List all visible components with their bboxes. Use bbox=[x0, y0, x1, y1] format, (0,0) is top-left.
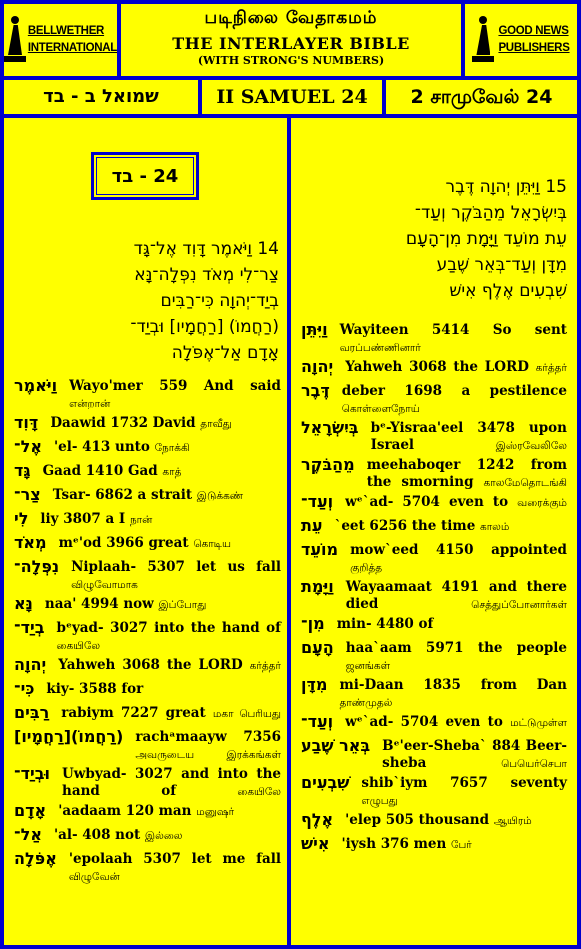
english-gloss: kiy- 3588 for bbox=[46, 681, 144, 697]
english-gloss: deber 1698 a pestilence bbox=[341, 383, 567, 399]
tamil-gloss: மகா பெரியது bbox=[212, 708, 281, 720]
word-gloss bbox=[345, 492, 567, 512]
tamil-gloss: குறித்த bbox=[350, 562, 383, 574]
english-gloss: mi-Daan 1835 from Dan bbox=[339, 677, 567, 693]
word-entry bbox=[14, 376, 281, 413]
word-gloss bbox=[340, 320, 567, 357]
verse-line: עֵת מוֹעֵד וַיָּמָת מִן־הָעָם bbox=[405, 229, 567, 249]
english-gloss: meehaboqer 1242 from the smorning bbox=[366, 457, 567, 490]
word-entry bbox=[14, 849, 281, 886]
word-gloss bbox=[345, 712, 567, 732]
chapter-badge: 24 - בד bbox=[91, 152, 199, 200]
english-gloss: min- 4480 of bbox=[336, 616, 434, 632]
hebrew-word: מְאֹד bbox=[14, 533, 47, 552]
bellwether-logo-text: BELLWETHER INTERNATIONAL bbox=[27, 25, 117, 54]
word-entry bbox=[301, 381, 567, 418]
english-gloss: 'aadaam 120 man bbox=[58, 803, 192, 819]
word-gloss bbox=[339, 675, 567, 712]
english-gloss: shib`iym 7657 seventy bbox=[361, 775, 567, 791]
word-gloss bbox=[346, 638, 567, 675]
tamil-gloss: காலம் bbox=[479, 521, 510, 533]
hebrew-word: וְעַד־ bbox=[301, 712, 334, 731]
english-gloss: 'epolaah 5307 let me fall bbox=[68, 851, 281, 867]
tamil-gloss: கர்த்தர் bbox=[249, 660, 281, 672]
word-gloss bbox=[335, 516, 567, 536]
hebrew-word: בְּאֵר שֶׁבַע bbox=[301, 736, 371, 755]
word-gloss bbox=[43, 461, 281, 481]
hebrew-word: וְעַד־ bbox=[301, 492, 334, 511]
word-gloss bbox=[58, 801, 281, 821]
english-gloss: liy 3807 a I bbox=[40, 511, 126, 527]
hebrew-word: מִדָּן bbox=[301, 675, 328, 694]
word-entry bbox=[301, 736, 567, 773]
tamil-gloss: தாண்முதல் bbox=[339, 697, 393, 709]
hebrew-word: שִׁבְעִים bbox=[301, 773, 350, 792]
word-entry bbox=[301, 614, 567, 638]
verse-line: בְּיִשְׂרָאֵל מֵהַבֹּקֶר וְעַד־ bbox=[414, 203, 567, 223]
english-gloss: 'iysh 376 men bbox=[341, 836, 447, 852]
tamil-gloss: பெயெர்செபா bbox=[501, 758, 567, 770]
word-gloss bbox=[46, 679, 281, 698]
word-gloss bbox=[62, 764, 281, 801]
bellwether-logo bbox=[4, 4, 117, 76]
subtitle: (WITH STRONG'S NUMBERS) bbox=[197, 54, 385, 67]
tamil-gloss: இல்லை bbox=[144, 830, 183, 842]
hebrew-word: וַיָּמָת bbox=[301, 577, 334, 596]
word-entry bbox=[14, 679, 281, 703]
verse-14-text bbox=[14, 236, 279, 366]
word-entry bbox=[301, 577, 567, 614]
tamil-gloss: கையிலே bbox=[237, 786, 281, 798]
tamil-gloss: மனுஷர் bbox=[196, 806, 235, 818]
hebrew-word: צַר־ bbox=[14, 485, 41, 504]
tamil-gloss: அவருடைய இரக்கங்கள் bbox=[135, 749, 281, 761]
word-gloss bbox=[337, 614, 567, 633]
hebrew-word: בְיַד־ bbox=[14, 618, 45, 637]
word-entry bbox=[14, 594, 281, 618]
word-entry bbox=[301, 455, 567, 492]
hebrew-word: דֶּבֶר bbox=[301, 381, 330, 400]
tamil-gloss: இஸ்ரவேலிலே bbox=[495, 440, 567, 452]
word-gloss bbox=[69, 849, 281, 886]
word-entry bbox=[14, 437, 281, 461]
word-gloss bbox=[135, 727, 281, 764]
verse-line: 15 וַיִּתֵּן יְהוָה דֶּבֶר bbox=[445, 177, 567, 197]
word-entry bbox=[14, 703, 281, 727]
verse-14-column bbox=[4, 118, 287, 945]
english-gloss: haa`aam 5971 the people bbox=[345, 640, 567, 656]
english-gloss: Wayo'mer 559 And said bbox=[69, 378, 281, 394]
word-entry bbox=[301, 320, 567, 357]
verse-line: צַר־לִי מְאֹד נִפְּלָה־נָּא bbox=[134, 265, 279, 285]
english-gloss: Yahweh 3068 the LORD bbox=[58, 657, 243, 673]
word-entry bbox=[301, 810, 567, 834]
tamil-gloss: என்றான் bbox=[69, 398, 111, 410]
english-gloss: mᵉ'od 3966 great bbox=[58, 535, 189, 551]
tamil-gloss: வரப்பண்ணினார் bbox=[339, 342, 421, 354]
tamil-gloss: வரைக்கும் bbox=[517, 497, 567, 509]
tamil-gloss: காத் bbox=[162, 466, 182, 478]
word-entry bbox=[301, 492, 567, 516]
english-gloss: Uwbyad- 3027 and into the hand of bbox=[62, 766, 281, 799]
word-entry bbox=[14, 727, 281, 764]
word-gloss bbox=[367, 455, 567, 492]
word-gloss bbox=[350, 540, 567, 577]
word-entry bbox=[301, 834, 567, 858]
english-gloss: wᵉ`ad- 5704 even to bbox=[345, 714, 503, 730]
tamil-gloss: எழுபது bbox=[361, 795, 398, 807]
tamil-gloss: விழுவேன் bbox=[68, 871, 120, 883]
hebrew-word: בְּיִשְׂרָאֵל bbox=[301, 418, 359, 437]
good-news-logo bbox=[465, 4, 577, 76]
english-book-label: II SAMUEL 24 bbox=[202, 80, 382, 114]
hebrew-word: דָּוִד bbox=[14, 413, 39, 432]
word-gloss bbox=[50, 413, 281, 433]
english-gloss: Wayaamaat 4191 and there died bbox=[345, 579, 567, 612]
english-gloss: 'elep 505 thousand bbox=[345, 812, 490, 828]
word-gloss bbox=[59, 533, 281, 553]
word-gloss bbox=[58, 655, 281, 675]
word-entry bbox=[14, 557, 281, 594]
verse-15-word-list bbox=[301, 320, 567, 858]
hebrew-word: יְהוָה bbox=[301, 357, 334, 376]
hebrew-word: מוֹעֵד bbox=[301, 540, 339, 559]
hebrew-word: אִישׁ bbox=[301, 834, 330, 853]
word-gloss bbox=[346, 577, 567, 614]
word-gloss bbox=[361, 773, 567, 810]
english-gloss: rachᵃmaayw 7356 bbox=[135, 729, 281, 745]
word-entry bbox=[14, 509, 281, 533]
english-gloss: naa' 4994 now bbox=[44, 596, 154, 612]
word-entry bbox=[14, 461, 281, 485]
hebrew-word: אֶלֶף bbox=[301, 810, 334, 829]
hebrew-word: הָעָם bbox=[301, 638, 334, 657]
verse-14-word-list bbox=[14, 376, 281, 886]
english-gloss: wᵉ`ad- 5704 even to bbox=[345, 494, 509, 510]
title-block bbox=[121, 4, 461, 76]
tamil-gloss: ஆயிரம் bbox=[493, 815, 532, 827]
hebrew-word: רַבִּים bbox=[14, 703, 50, 722]
word-entry bbox=[14, 533, 281, 557]
hebrew-word: וּבְיַד־ bbox=[14, 764, 51, 783]
word-entry bbox=[301, 638, 567, 675]
tamil-gloss: ஜனங்கள் bbox=[345, 660, 391, 672]
word-gloss bbox=[53, 485, 281, 505]
word-gloss bbox=[342, 834, 568, 854]
tamil-gloss: இடுக்கண் bbox=[196, 490, 244, 502]
hebrew-word: גָּד bbox=[14, 461, 31, 480]
word-gloss bbox=[71, 557, 281, 594]
word-gloss bbox=[69, 376, 281, 413]
word-gloss bbox=[40, 509, 281, 529]
verse-line: שִׁבְעִים אֶלֶף אִישׁ bbox=[449, 281, 567, 301]
tamil-gloss: நான் bbox=[129, 514, 153, 526]
hebrew-word: אַל־ bbox=[14, 825, 42, 844]
tamil-gloss: கையிலே bbox=[56, 640, 101, 652]
english-gloss: rabiym 7227 great bbox=[61, 705, 206, 721]
tamil-gloss: விழுவோமாக bbox=[71, 579, 138, 591]
word-gloss bbox=[345, 810, 567, 830]
word-gloss bbox=[45, 594, 281, 614]
hebrew-word: לִי bbox=[14, 509, 29, 528]
tamil-gloss: தாவீது bbox=[200, 418, 232, 430]
hebrew-word: נָּא bbox=[14, 594, 33, 613]
hebrew-word: כִּי־ bbox=[14, 679, 35, 698]
hebrew-word: (רַחֲמוֹ)[רַחֲמָיו] bbox=[14, 727, 124, 746]
english-gloss: bᵉyad- 3027 into the hand of bbox=[56, 620, 281, 636]
english-gloss: `eet 6256 the time bbox=[334, 518, 476, 534]
word-entry bbox=[14, 764, 281, 801]
word-entry bbox=[301, 675, 567, 712]
word-entry bbox=[14, 413, 281, 437]
word-entry bbox=[14, 485, 281, 509]
verse-line: מִדָּן וְעַד־בְּאֵר שֶׁבַע bbox=[436, 255, 567, 275]
english-gloss: Wayiteen 5414 So sent bbox=[339, 322, 567, 338]
english-gloss: Niplaah- 5307 let us fall bbox=[71, 559, 281, 575]
hebrew-word: יְהוָה bbox=[14, 655, 47, 674]
hebrew-word: וַיִּתֵּן bbox=[301, 320, 328, 339]
word-entry bbox=[301, 540, 567, 577]
word-entry bbox=[301, 712, 567, 736]
tamil-gloss: காலமேதொடங்கி bbox=[483, 477, 568, 489]
word-entry bbox=[14, 801, 281, 825]
word-entry bbox=[301, 516, 567, 540]
hebrew-word: מִן־ bbox=[301, 614, 325, 633]
good-news-logo-text: GOOD NEWS PUBLISHERS bbox=[498, 25, 570, 54]
tamil-gloss: கொள்ளைநோய் bbox=[341, 403, 420, 415]
english-gloss: 'al- 408 not bbox=[53, 827, 141, 843]
tamil-gloss: செத்துப்போனார்கள் bbox=[471, 599, 567, 611]
tamil-title: படிநிலை வேதாகமம் bbox=[204, 8, 378, 28]
verse-line: אָדָם אַל־אֶפֹּלָה bbox=[171, 343, 279, 363]
hebrew-word: מֵהַבֹּקֶר bbox=[301, 455, 355, 474]
word-gloss bbox=[371, 418, 567, 455]
tamil-gloss: கர்த்தர் bbox=[535, 362, 567, 374]
verse-line: בְיַד־יְהוָה כִּי־רַבִּים bbox=[160, 291, 279, 311]
tamil-gloss: கொடிய bbox=[193, 538, 232, 550]
word-entry bbox=[301, 773, 567, 810]
tamil-gloss: நோக்கி bbox=[154, 442, 190, 454]
tamil-gloss: பேர் bbox=[451, 839, 472, 851]
verse-15-text bbox=[301, 174, 567, 304]
english-gloss: Bᵉ'eer-Sheba` 884 Beer-sheba bbox=[382, 738, 567, 771]
word-entry bbox=[14, 618, 281, 655]
word-gloss bbox=[61, 703, 281, 723]
trumpet-figure-icon bbox=[472, 16, 494, 64]
verse-line: 14 וַיֹּאמֶר דָּוִד אֶל־גָּד bbox=[133, 239, 279, 259]
tamil-gloss: மட்டுமுள்ள bbox=[510, 717, 567, 729]
word-entry bbox=[301, 418, 567, 455]
verse-15-column bbox=[291, 118, 577, 945]
hebrew-word: אֶל־ bbox=[14, 437, 42, 456]
word-gloss bbox=[54, 825, 281, 845]
english-gloss: bᵉ-Yisraa'eel 3478 upon Israel bbox=[370, 420, 567, 453]
tamil-book-label: 2 சாமுவேல் 24 bbox=[386, 80, 577, 114]
word-gloss bbox=[342, 381, 567, 418]
hebrew-word: נִפְּלָה־ bbox=[14, 557, 60, 576]
hebrew-word: עֵת bbox=[301, 516, 323, 535]
word-gloss bbox=[382, 736, 567, 773]
word-gloss bbox=[57, 618, 281, 655]
word-entry bbox=[14, 825, 281, 849]
english-gloss: Tsar- 6862 a strait bbox=[52, 487, 193, 503]
word-entry bbox=[301, 357, 567, 381]
english-gloss: mow`eed 4150 appointed bbox=[350, 542, 567, 558]
word-gloss bbox=[345, 357, 567, 377]
word-entry bbox=[14, 655, 281, 679]
english-gloss: Gaad 1410 Gad bbox=[42, 463, 158, 479]
english-gloss: Daawid 1732 David bbox=[50, 415, 196, 431]
hebrew-word: אֶפֹּלָה bbox=[14, 849, 57, 868]
ram-statue-icon bbox=[4, 16, 24, 64]
word-gloss bbox=[54, 437, 281, 457]
verse-line: (רַחֲמוֹ) [רַחֲמָיו] וּבְיַד־ bbox=[130, 317, 279, 337]
english-gloss: 'el- 413 unto bbox=[53, 439, 150, 455]
hebrew-word: וַיֹּאמֶר bbox=[14, 376, 58, 395]
tamil-gloss: இப்போது bbox=[158, 599, 207, 611]
hebrew-book-label: שמואל ב - בד bbox=[4, 80, 198, 114]
english-title: THE INTERLAYER BIBLE bbox=[172, 34, 410, 53]
english-gloss: Yahweh 3068 the LORD bbox=[345, 359, 529, 375]
hebrew-word: אָדָם bbox=[14, 801, 47, 820]
